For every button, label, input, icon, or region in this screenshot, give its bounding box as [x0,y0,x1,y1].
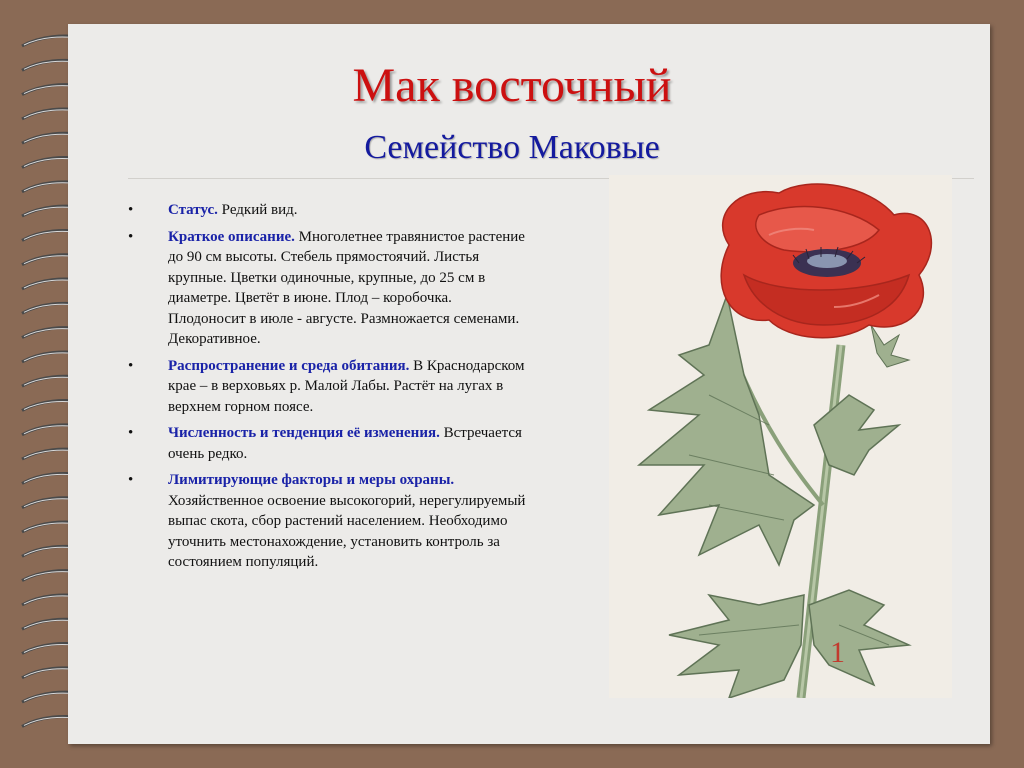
item-text: В Краснодарском крае – в верховьях р. Малой Лабы. Растёт на лугах в верхнем горном поясе. [168,357,525,415]
description-list-container [126,200,530,579]
list-item-limiting-factors [126,470,530,573]
poppy-illustration [609,175,952,698]
item-text: Встречается очень редко. [168,425,522,462]
item-term: Распространение и среда обитания. [168,357,410,374]
bullet: • [128,425,134,441]
bullet: • [128,228,134,245]
item-text: Хозяйственное освоение высокогорий, нерегулируемый выпас скота, сбор растений населением. Необходимо уточнить местонахождение, установить контроль за состоянием популяций. [168,492,526,570]
item-term: Статус. [168,202,218,218]
bullet: • [128,357,134,374]
item-term: Численность и тенденция её изменения. [168,425,440,441]
item-text: Редкий вид. [217,202,298,218]
list-item-description [126,227,530,350]
page-title: Мак восточный [352,59,672,112]
list-item-status [126,200,530,221]
list-item-abundance [126,423,530,464]
item-term: Лимитирующие факторы и меры охраны. [168,472,455,488]
list-item-distribution [126,356,530,418]
bullet: • [128,472,134,488]
item-text: Многолетнее травянистое растение до 90 см высоты. Стебель прямостоячий. Листья крупные. Цветки одиночные, крупные, до 25 см в диаметре. Цветёт в июне. Плод – коробочка. Плодоносит в июле - августе. Размножается семенами. Декоративное. [168,228,525,347]
item-term: Краткое описание. [168,228,295,245]
description-list [126,200,530,573]
page-subtitle: Семейство Маковые [364,129,660,166]
bullet: • [128,202,134,218]
plate-number: 1 [830,636,845,669]
